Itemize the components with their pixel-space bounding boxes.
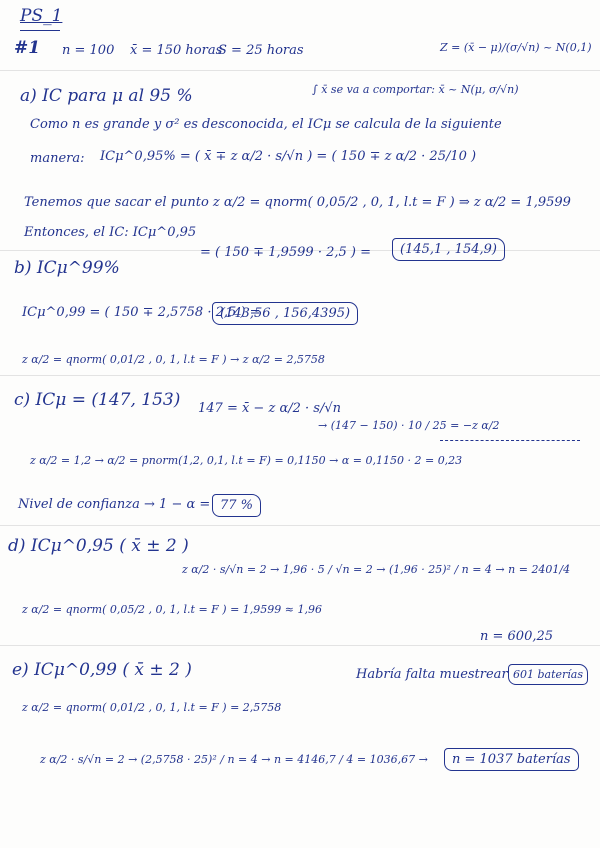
part-a-formula: ICμ^0,95% = ( x̄ ∓ z α/2 · s/√n ) = ( 150 ∓ z α/2 · 25/10 ) <box>100 149 477 164</box>
part-d-label: d) ICμ^0,95 ( x̄ ± 2 ) <box>8 536 189 556</box>
given-mean: x̄ = 150 horas <box>130 43 223 58</box>
part-a-result: (145,1 , 154,9) <box>392 238 505 261</box>
part-c-nivel: 77 % <box>212 494 261 517</box>
part-a-text2: manera: <box>30 151 85 166</box>
part-d-eq: z α/2 · s/√n = 2 → 1,96 · 5 / √n = 2 → (1,96 · 25)² / n = 4 → n = 2401/4 <box>182 563 571 576</box>
part-b-result: (143,56 , 156,4395) <box>212 302 358 325</box>
part-b-label: b) ICμ^99% <box>14 258 120 278</box>
given-n: n = 100 <box>62 43 115 58</box>
part-b-formula: ICμ^0,99 = ( 150 ∓ 2,5758 · 2,5 ) = <box>22 305 261 320</box>
part-c-z: z α/2 = 1,2 → α/2 = pnorm(1,2, 0,1, l.t = F) = 0,1150 → α = 0,1150 · 2 = 0,23 <box>30 454 463 467</box>
given-s: S = 25 horas <box>218 43 304 58</box>
exercise-number: #1 <box>14 38 41 58</box>
title-underline <box>20 30 60 31</box>
part-a-text1: Como n es grande y σ² es desconocida, el ICμ se calcula de la siguiente <box>30 117 502 132</box>
part-e-label: e) ICμ^0,99 ( x̄ ± 2 ) <box>12 660 192 680</box>
page-rule <box>0 645 600 646</box>
part-d-result: 601 baterías <box>508 664 588 685</box>
page-rule <box>0 70 600 71</box>
part-d-n: n = 600,25 <box>480 629 554 644</box>
normal-note: Z = (x̄ − μ)/(σ/√n) ~ N(0,1) <box>440 41 592 54</box>
part-b-z: z α/2 = qnorm( 0,01/2 , 0, 1, l.t = F ) → z α/2 = 2,5758 <box>22 353 325 366</box>
part-a-calc: = ( 150 ∓ 1,9599 · 2,5 ) = <box>200 245 371 260</box>
page-rule <box>0 525 600 526</box>
part-c-eq1: 147 = x̄ − z α/2 · s/√n <box>198 401 341 416</box>
part-a-text4: Entonces, el IC: ICμ^0,95 <box>24 225 197 240</box>
part-d-z: z α/2 = qnorm( 0,05/2 , 0, 1, l.t = F ) = 1,9599 ≈ 1,96 <box>22 603 322 616</box>
part-a-label: a) IC para μ al 95 % <box>20 86 193 106</box>
part-a-text3: Tenemos que sacar el punto z α/2 = qnorm( 0,05/2 , 0, 1, l.t = F ) ⇒ z α/2 = 1,9599 <box>24 195 571 210</box>
part-c-eq2: → (147 − 150) · 10 / 25 = −z α/2 <box>318 419 500 432</box>
part-c-nivel-text: Nivel de confianza → 1 − α = <box>18 497 211 512</box>
part-e-z: z α/2 = qnorm( 0,01/2 , 0, 1, l.t = F ) = 2,5758 <box>22 701 282 714</box>
part-e-result: n = 1037 baterías <box>444 748 579 771</box>
part-e-eq: z α/2 · s/√n = 2 → (2,5758 · 25)² / n = 4 → n = 4146,7 / 4 = 1036,67 → <box>40 753 428 766</box>
page-rule <box>0 375 600 376</box>
work-dashes <box>440 440 580 441</box>
part-a-aside: ∫ x̄ se va a comportar: x̄ ~ N(μ, σ/√n) <box>312 83 519 96</box>
part-d-conclusion: Habría falta muestrear <box>356 667 508 682</box>
page-title: PS_1 <box>20 6 63 26</box>
part-c-label: c) ICμ = (147, 153) <box>14 390 181 410</box>
